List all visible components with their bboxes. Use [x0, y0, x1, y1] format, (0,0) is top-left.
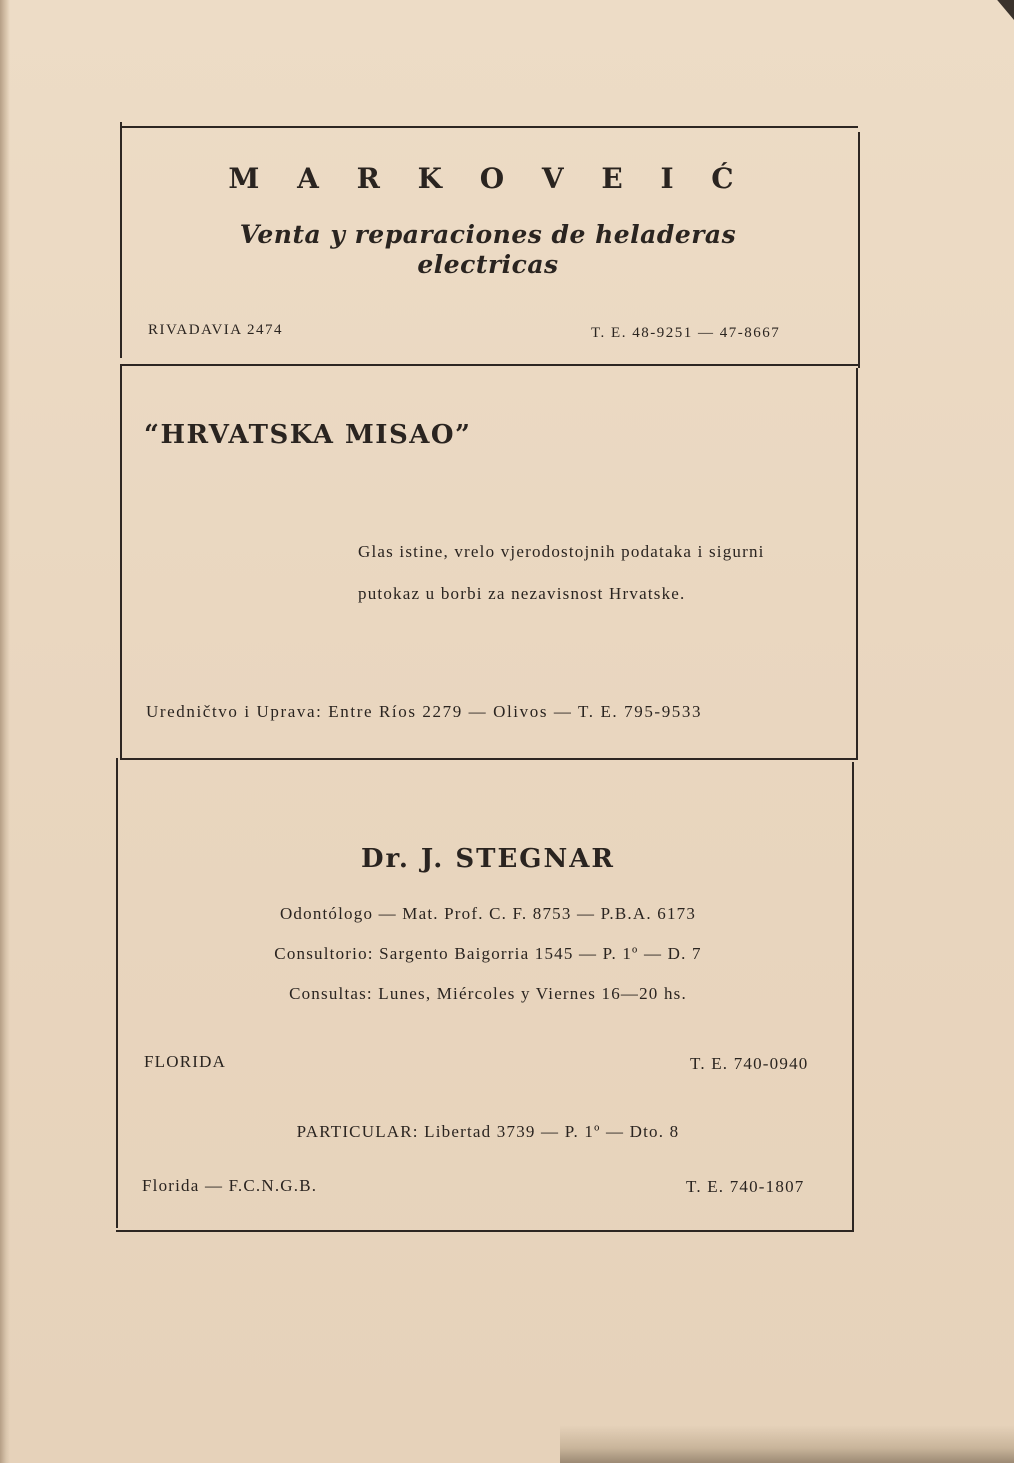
- frame-top-border: [120, 126, 858, 128]
- ad3-particular: PARTICULAR: Libertad 3739 — P. 1º — Dto. 8: [296, 1122, 680, 1141]
- ad3-florida-label: FLORIDA: [144, 1052, 227, 1071]
- ad3-title: Dr. J. STEGNAR: [360, 844, 616, 874]
- ad3-line3: Consultas: Lunes, Miércoles y Viernes 16—20 hs.: [289, 984, 687, 1003]
- ad3-line1: Odontólogo — Mat. Prof. C. F. 8753 — P.B.A. 6173: [279, 904, 697, 923]
- ad1-name: M A R K O V E I Ć: [228, 162, 748, 195]
- divider-1: [120, 364, 860, 366]
- ad3-line2: Consultorio: Sargento Baigorria 1545 — P. 1º — D. 7: [274, 944, 702, 963]
- ad3-florida-phone: T. E. 740-0940: [690, 1054, 809, 1073]
- ad2-description-line1: Glas istine, vrelo vjerodostojnih podataka i sigurni: [358, 542, 765, 561]
- ad3-particular-phone: T. E. 740-1807: [686, 1177, 805, 1196]
- divider-2: [120, 758, 856, 760]
- ad1-tagline-line2: electricas: [417, 250, 559, 279]
- frame-left-border-middle: [120, 364, 122, 759]
- ad2-description-line2: putokaz u borbi za nezavisnost Hrvatske.: [358, 584, 686, 603]
- ad2-title: “HRVATSKA MISAO”: [144, 420, 472, 450]
- ad1-address: RIVADAVIA 2474: [148, 322, 284, 338]
- ad1-phone: T. E. 48-9251 — 47-8667: [591, 325, 781, 341]
- frame-bottom-border: [116, 1230, 852, 1232]
- ad1-tagline: [116, 220, 860, 280]
- frame-right-border-middle: [856, 368, 858, 760]
- paper-left-edge: [0, 0, 10, 1463]
- ads-frame: [116, 122, 860, 1232]
- ad2-address-line: Uredničtvo i Uprava: Entre Ríos 2279 — Olivos — T. E. 795-9533: [146, 702, 703, 721]
- ad3-florida-line: Florida — F.C.N.G.B.: [142, 1176, 318, 1195]
- ad1-tagline-line1: Venta y reparaciones de heladeras: [239, 220, 737, 249]
- paper-bottom-edge: [560, 1425, 1014, 1463]
